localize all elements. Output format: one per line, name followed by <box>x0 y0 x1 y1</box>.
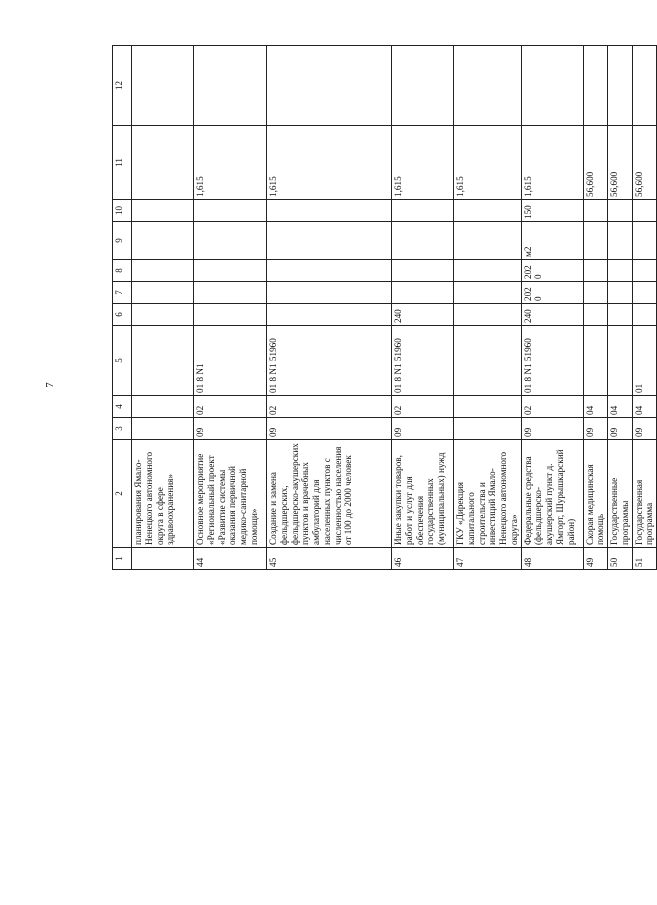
cell-target-article <box>583 326 608 396</box>
cell-col12 <box>267 46 392 126</box>
rotated-table-container <box>112 46 655 570</box>
cell-row-number: 47 <box>454 548 522 570</box>
cell-subsection: 02 <box>392 396 454 418</box>
table-row <box>194 46 267 570</box>
cell-col7 <box>194 282 267 304</box>
cell-amount: 56,600 <box>583 126 608 200</box>
cell-subsection: 02 <box>267 396 392 418</box>
cell-col10 <box>632 200 657 222</box>
column-header: 2 <box>113 440 132 548</box>
cell-col7 <box>132 282 194 304</box>
cell-section: 09 <box>632 418 657 440</box>
cell-expense-type <box>454 304 522 326</box>
cell-section: 09 <box>608 418 633 440</box>
cell-col9 <box>454 222 522 260</box>
cell-row-number: 45 <box>267 548 392 570</box>
cell-expense-type <box>132 304 194 326</box>
cell-target-article: 01 8 N1 51960 <box>521 326 583 396</box>
cell-col12 <box>392 46 454 126</box>
cell-expense-type <box>194 304 267 326</box>
cell-col10 <box>392 200 454 222</box>
table-row <box>392 46 454 570</box>
column-header: 11 <box>113 126 132 200</box>
cell-subsection: 04 <box>583 396 608 418</box>
cell-row-number: 44 <box>194 548 267 570</box>
column-header: 6 <box>113 304 132 326</box>
cell-col10 <box>132 200 194 222</box>
cell-amount: 1,615 <box>454 126 522 200</box>
cell-col8 <box>632 260 657 282</box>
cell-row-number: 48 <box>521 548 583 570</box>
cell-col12 <box>583 46 608 126</box>
rotated-table-frame <box>112 46 655 570</box>
cell-target-article <box>132 326 194 396</box>
cell-col7 <box>392 282 454 304</box>
cell-col12 <box>632 46 657 126</box>
budget-table <box>112 45 657 570</box>
cell-row-number: 51 <box>632 548 657 570</box>
table-row <box>632 46 657 570</box>
cell-col9 <box>632 222 657 260</box>
column-header: 10 <box>113 200 132 222</box>
cell-expense-type: 240 <box>521 304 583 326</box>
cell-col9 <box>132 222 194 260</box>
cell-row-number: 46 <box>392 548 454 570</box>
cell-subsection: 02 <box>521 396 583 418</box>
cell-col8 <box>583 260 608 282</box>
cell-col8 <box>392 260 454 282</box>
cell-amount: 56,600 <box>608 126 633 200</box>
cell-description: Федеральные средства (фельдшерско-акушерский пункт д. Ямгорт, Шурышкарский район) <box>521 440 583 548</box>
cell-target-article: 01 <box>632 326 657 396</box>
cell-amount: 56,600 <box>632 126 657 200</box>
table-row <box>608 46 633 570</box>
cell-col12 <box>454 46 522 126</box>
cell-col10 <box>608 200 633 222</box>
cell-row-number <box>132 548 194 570</box>
cell-description: Государственная программа <box>632 440 657 548</box>
cell-col8 <box>267 260 392 282</box>
cell-expense-type <box>608 304 633 326</box>
cell-col9 <box>392 222 454 260</box>
cell-description: Государственные программы <box>608 440 633 548</box>
cell-expense-type <box>267 304 392 326</box>
table-row <box>267 46 392 570</box>
cell-col8 <box>608 260 633 282</box>
cell-subsection <box>454 396 522 418</box>
cell-col8 <box>454 260 522 282</box>
cell-col9 <box>608 222 633 260</box>
cell-subsection <box>132 396 194 418</box>
cell-amount <box>132 126 194 200</box>
column-header: 12 <box>113 46 132 126</box>
cell-col8 <box>194 260 267 282</box>
cell-expense-type <box>583 304 608 326</box>
cell-section <box>132 418 194 440</box>
cell-col7: 2020 <box>521 282 583 304</box>
cell-target-article <box>454 326 522 396</box>
cell-section: 09 <box>583 418 608 440</box>
cell-col9 <box>583 222 608 260</box>
cell-col12 <box>194 46 267 126</box>
table-row <box>583 46 608 570</box>
cell-description: Иные закупки товаров, работ и услуг для обеспечения государственных (муниципальных) нужд <box>392 440 454 548</box>
cell-col7 <box>632 282 657 304</box>
cell-col10: 150 <box>521 200 583 222</box>
cell-col10 <box>194 200 267 222</box>
cell-amount: 1,615 <box>392 126 454 200</box>
cell-col12 <box>608 46 633 126</box>
cell-expense-type: 240 <box>392 304 454 326</box>
column-header: 4 <box>113 396 132 418</box>
cell-col7 <box>454 282 522 304</box>
cell-section: 09 <box>267 418 392 440</box>
cell-col12 <box>132 46 194 126</box>
table-row <box>454 46 522 570</box>
table-row <box>521 46 583 570</box>
column-header: 7 <box>113 282 132 304</box>
cell-description: Скорая медицинская помощь <box>583 440 608 548</box>
table-header-row <box>113 46 132 570</box>
cell-col7 <box>608 282 633 304</box>
cell-target-article <box>608 326 633 396</box>
cell-description: Создание и замена фельдшерских, фельдшерско-акушерских пунктов и врачебных амбулаторий для населенных пунктов с численностью населения от 100 до 2000 человек <box>267 440 392 548</box>
table-row <box>132 46 194 570</box>
cell-col7 <box>267 282 392 304</box>
cell-subsection: 02 <box>194 396 267 418</box>
cell-subsection: 04 <box>632 396 657 418</box>
cell-section: 09 <box>194 418 267 440</box>
column-header: 8 <box>113 260 132 282</box>
cell-target-article: 01 8 N1 51960 <box>267 326 392 396</box>
column-header: 3 <box>113 418 132 440</box>
cell-row-number: 50 <box>608 548 633 570</box>
cell-col10 <box>583 200 608 222</box>
cell-col9 <box>194 222 267 260</box>
cell-section: 09 <box>392 418 454 440</box>
cell-row-number: 49 <box>583 548 608 570</box>
cell-target-article: 01 8 N1 <box>194 326 267 396</box>
cell-section: 09 <box>521 418 583 440</box>
cell-col8: 2020 <box>521 260 583 282</box>
cell-description: Основное мероприятие «Региональный проект «Развитие системы оказания первичной медико-санитарной помощи» <box>194 440 267 548</box>
column-header: 9 <box>113 222 132 260</box>
cell-expense-type <box>632 304 657 326</box>
cell-description: планирования Ямало-Ненецкого автономного округа в сфере здравоохранения» <box>132 440 194 548</box>
cell-col7 <box>583 282 608 304</box>
cell-amount: 1,615 <box>521 126 583 200</box>
cell-section <box>454 418 522 440</box>
page-number: 7 <box>44 382 56 388</box>
cell-col8 <box>132 260 194 282</box>
cell-col9 <box>267 222 392 260</box>
cell-amount: 1,615 <box>267 126 392 200</box>
column-header: 5 <box>113 326 132 396</box>
cell-col10 <box>454 200 522 222</box>
cell-subsection: 04 <box>608 396 633 418</box>
cell-col12 <box>521 46 583 126</box>
cell-col9: м2 <box>521 222 583 260</box>
cell-description: ГКУ «Дирекция капитального строительства и инвестиций Ямало-Ненецкого автономного округа» <box>454 440 522 548</box>
cell-target-article: 01 8 N1 51960 <box>392 326 454 396</box>
cell-col10 <box>267 200 392 222</box>
cell-amount: 1,615 <box>194 126 267 200</box>
column-header: 1 <box>113 548 132 570</box>
